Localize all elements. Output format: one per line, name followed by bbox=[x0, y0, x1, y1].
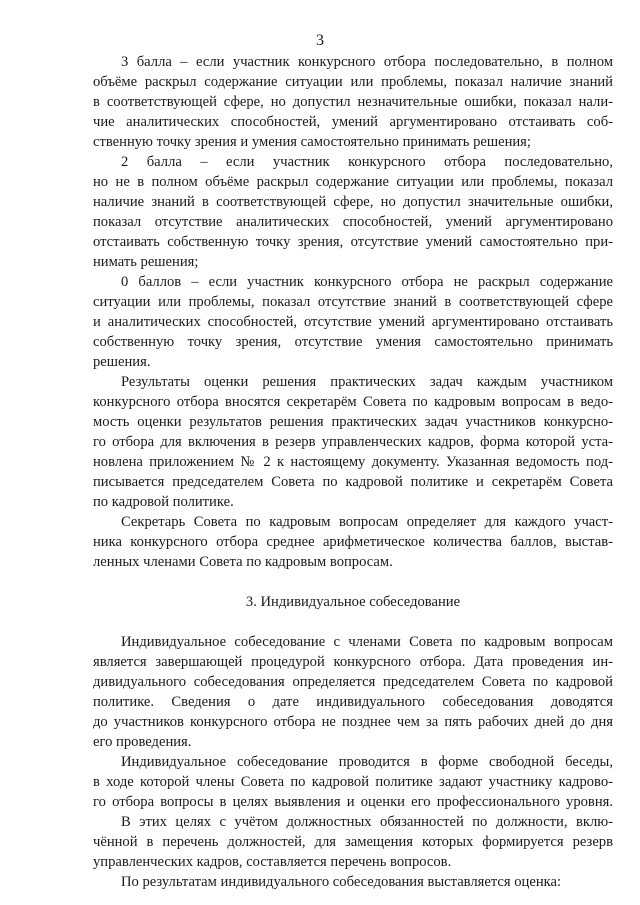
text-line: Индивидуальное собеседование проводится в форме свободной беседы, bbox=[121, 754, 613, 770]
text-line: 3 балла – если участник конкурсного отбора последовательно, в полном bbox=[121, 54, 613, 70]
text-line: новлена приложением № 2 к настоящему документу. Указанная ведомость под- bbox=[93, 454, 613, 470]
text-line: мость оценки результатов решения практических задач участников конкурсно- bbox=[93, 414, 613, 430]
text-line: чие аналитических способностей, умений аргументировано отстаивать соб- bbox=[93, 114, 613, 130]
text-line: политике. Сведения о дате индивидуального собеседования доводятся bbox=[93, 694, 613, 710]
text-line: является завершающей процедурой конкурсного отбора. Дата проведения ин- bbox=[93, 654, 613, 670]
text-line: отстаивать собственную точку зрения, отсутствие умений самостоятельно при- bbox=[93, 234, 613, 250]
text-line: 0 баллов – если участник конкурсного отбора не раскрыл содержание bbox=[121, 274, 613, 290]
text-line: В этих целях с учётом должностных обязанностей по должности, вклю- bbox=[121, 814, 613, 830]
text-line: до участников конкурсного отбора не позднее чем за пять рабочих дней до дня bbox=[93, 714, 613, 730]
text-line: но не в полном объёме раскрыл содержание ситуации или проблемы, показал bbox=[93, 174, 613, 190]
text-line: ника конкурсного отбора среднее арифметическое количества баллов, выстав- bbox=[93, 534, 613, 550]
text-line: нимать решения; bbox=[93, 254, 199, 270]
text-line: го отбора вопросы в целях выявления и оценки его профессионального уровня. bbox=[93, 794, 613, 810]
text-line: наличие знаний в соответствующей сфере, но допустил значительные ошибки, bbox=[93, 194, 613, 210]
text-line: собственную точку зрения, отсутствие умения самостоятельно принимать bbox=[93, 334, 613, 350]
text-line: По результатам индивидуального собеседования выставляется оценка: bbox=[121, 874, 562, 890]
text-line: писывается председателем Совета по кадровой политике и секретарём Совета bbox=[93, 474, 613, 490]
text-line: в соответствующей сфере, но допустил незначительные ошибки, показал нали- bbox=[93, 94, 613, 110]
text-line: его проведения. bbox=[93, 734, 192, 750]
text-line: управленческих кадров, составляется перечень вопросов. bbox=[93, 854, 452, 870]
text-line: го отбора для включения в резерв управленческих кадров, форма которой уста- bbox=[93, 434, 613, 450]
text-line: 2 балла – если участник конкурсного отбора последовательно, bbox=[121, 154, 613, 170]
text-line: дивидуального собеседования определяется председателем Совета по кадровой bbox=[93, 674, 613, 690]
text-line: Индивидуальное собеседование с членами Совета по кадровым вопросам bbox=[121, 634, 613, 650]
text-line: по кадровой политике. bbox=[93, 494, 234, 510]
text-line: объёме раскрыл содержание ситуации или проблемы, показал наличие знаний bbox=[93, 74, 613, 90]
page-number: 3 bbox=[316, 32, 324, 49]
text-line: решения. bbox=[93, 354, 151, 370]
text-line: ситуации или проблемы, показал отсутствие знаний в соответствующей сфере bbox=[93, 294, 613, 310]
text-line: в ходе которой члены Совета по кадровой политике задают участнику кадрово- bbox=[93, 774, 613, 790]
text-line: и аналитических способностей, отсутствие умений аргументировано отстаивать bbox=[93, 314, 613, 330]
text-line: ленных членами Совета по кадровым вопросам. bbox=[93, 554, 393, 570]
text-line: ственную точку зрения и умения самостоятельно принимать решения; bbox=[93, 134, 531, 150]
text-line: Результаты оценки решения практических задач каждым участником bbox=[121, 374, 613, 390]
text-line: чённой в перечень должностей, для замещения которых формируется резерв bbox=[93, 834, 613, 850]
text-line: конкурсного отбора вносятся секретарём Совета по кадровым вопросам в ведо- bbox=[93, 394, 613, 410]
text-line: Секретарь Совета по кадровым вопросам определяет для каждого участ- bbox=[121, 514, 613, 530]
section-heading: 3. Индивидуальное собеседование bbox=[245, 594, 461, 610]
text-line: показал отсутствие аналитических способностей, умений аргументировано bbox=[93, 214, 613, 230]
